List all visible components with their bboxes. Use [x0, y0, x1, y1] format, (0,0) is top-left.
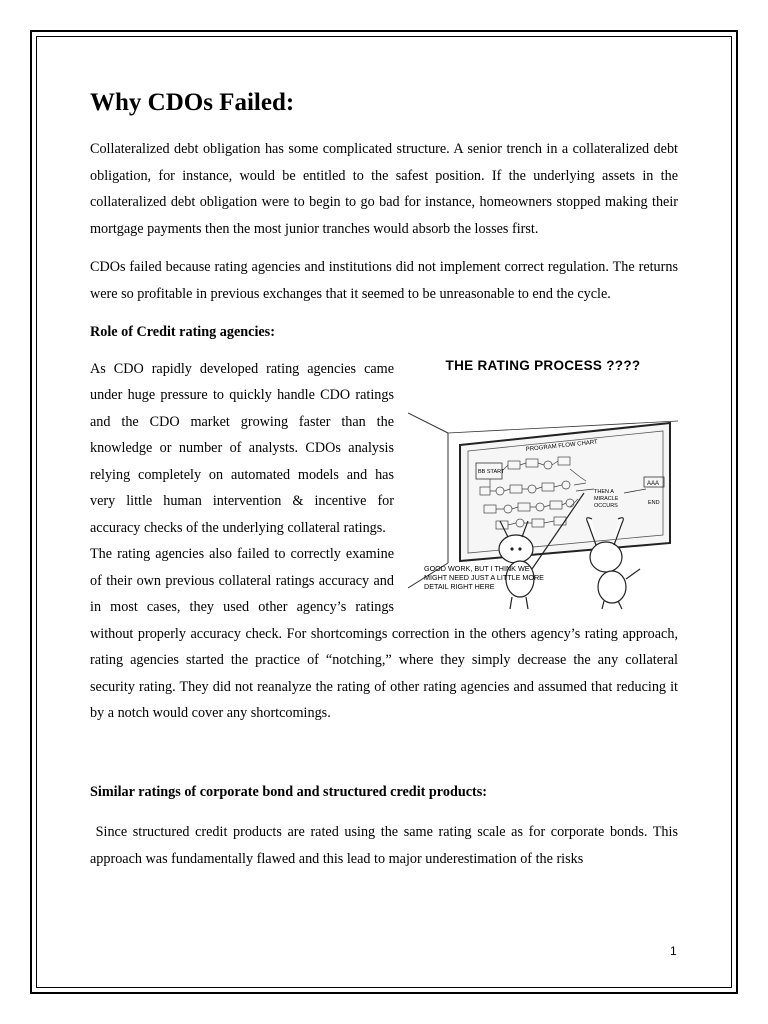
rating-agencies-paragraph-2: The rating agencies also failed to correctly examine of their own previous collateral ratings accuracy and in most cases, they used other agency’s ratings without properly accuracy check. For shortcomings correction in the others agency’s rating approach, rating agencies started the practice of “notching,” where they simply decrease the any collateral security rating. They did not reanalyze the rating of other rating agencies and assumed that reducing it by a notch would cover any shortcomings. [90, 546, 678, 721]
rating-process-cartoon [408, 358, 678, 618]
cartoon-caption: GOOD WORK, BUT I THINK WE MIGHT NEED JUST A LITTLE MORE DETAIL RIGHT HERE [424, 563, 544, 591]
flow-miracle-label: THEN A MIRACLE OCCURS [594, 488, 619, 509]
page-number: 1 [670, 944, 677, 958]
section-heading-similar-ratings: Similar ratings of corporate bond and structured credit products: [90, 783, 487, 800]
flow-end-label: END [648, 499, 660, 506]
similar-ratings-paragraph: Since structured credit products are rated using the same rating scale as for corporate bonds. This approach was fundamentally flawed and this lead to major underestimation of the risks [90, 824, 678, 867]
flow-start-label: BB START [478, 468, 505, 475]
document-content [90, 88, 678, 884]
intro-paragraph-2: CDOs failed because rating agencies and institutions did not implement correct regulation. The returns were so profitable in previous exchanges that it seemed to be unreasonable to end the cycle. [90, 259, 678, 302]
intro-paragraph-1: Collateralized debt obligation has some complicated structure. A senior trench in a collateralized debt obligation, for instance, would be entitled to the safest position. If the underlying assets in the collateralized debt obligation were to begin to go bad for instance, homeowners stopped making their mortgage payments then the most junior tranches would absorb the losses first. [90, 141, 678, 237]
board-title: PROGRAM FLOW CHART [525, 438, 599, 453]
flow-aaa-label: AAA [647, 480, 660, 487]
cartoon-title: THE RATING PROCESS ???? [445, 357, 641, 373]
page-title: Why CDOs Failed: [90, 89, 295, 116]
section-heading-rating-agencies: Role of Credit rating agencies: [90, 324, 275, 340]
rating-agencies-paragraph-1: As CDO rapidly developed rating agencies came under huge pressure to quickly handle CDO ratings and the CDO market growing faster than the knowledge or number of analysts. CDOs analysis relying completely on automated models and has very little human intervention & incentive for accuracy checks of the underlying collateral ratings. [90, 360, 394, 536]
